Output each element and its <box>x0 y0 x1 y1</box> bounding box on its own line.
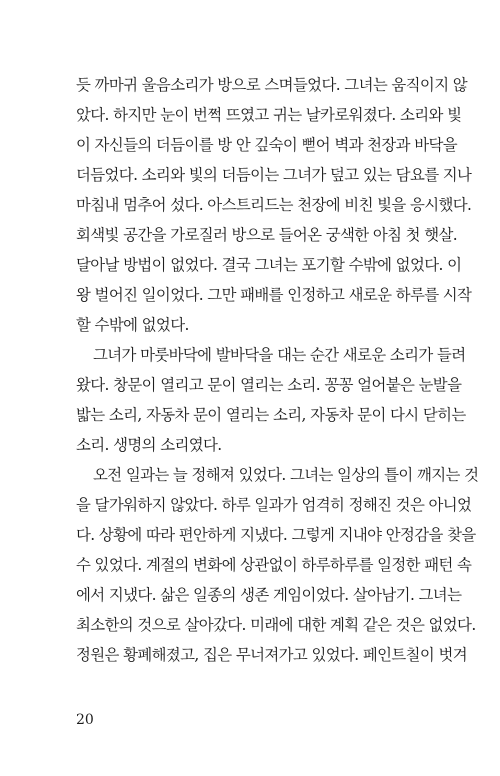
text-line: 았다. 하지만 눈이 번쩍 뜨였고 귀는 날카로워졌다. 소리와 빛 <box>76 106 462 124</box>
text-line: 에서 지냈다. 삶은 일종의 생존 게임이었다. 살아남기. 그녀는 <box>76 586 462 604</box>
text-line: 정원은 황폐해졌고, 집은 무너져가고 있었다. 페인트칠이 벗겨 <box>76 646 468 664</box>
text-line: 회색빛 공간을 가로질러 방으로 들어온 궁색한 아침 첫 햇살. <box>76 226 458 244</box>
text-line: 을 달가워하지 않았다. 하루 일과가 엄격히 정해진 것은 아니었 <box>76 496 472 514</box>
text-line: 달아날 방법이 없었다. 결국 그녀는 포기할 수밖에 없었다. 이 <box>76 256 462 274</box>
text-line: 왕 벌어진 일이었다. 그만 패배를 인정하고 새로운 하루를 시작 <box>76 286 472 304</box>
page-number: 20 <box>76 712 94 728</box>
text-line: 더듬었다. 소리와 빛의 더듬이는 그녀가 덮고 있는 담요를 지나 <box>76 166 472 184</box>
text-line: 최소한의 것으로 살아갔다. 미래에 대한 계획 같은 것은 없었다. <box>76 616 476 634</box>
text-line: 이 자신들의 더듬이를 방 안 깊숙이 뻗어 벽과 천장과 바닥을 <box>76 136 458 154</box>
paragraph-first-line: 그녀가 마룻바닥에 발바닥을 대는 순간 새로운 소리가 들려 <box>93 346 466 364</box>
text-line: 마침내 멈추어 섰다. 아스트리드는 천장에 비친 빛을 응시했다. <box>76 196 472 214</box>
text-line: 수 있었다. 계절의 변화에 상관없이 하루하루를 일정한 패턴 속 <box>76 556 472 574</box>
body-text <box>76 70 479 670</box>
text-line: 다. 상황에 따라 편안하게 지냈다. 그렇게 지내야 안정감을 찾을 <box>76 526 476 544</box>
paragraph-end-line: 소리. 생명의 소리였다. <box>76 436 222 454</box>
text-line: 듯 까마귀 울음소리가 방으로 스며들었다. 그녀는 움직이지 않 <box>76 76 468 94</box>
paragraph-first-line: 오전 일과는 늘 정해져 있었다. 그녀는 일상의 틀이 깨지는 것 <box>93 466 479 484</box>
paragraph-end-line: 할 수밖에 없었다. <box>76 316 189 334</box>
text-line: 밟는 소리, 자동차 문이 열리는 소리, 자동차 문이 다시 닫히는 <box>76 406 466 424</box>
text-line: 왔다. 창문이 열리고 문이 열리는 소리. 꽁꽁 얼어붙은 눈발을 <box>76 376 462 394</box>
